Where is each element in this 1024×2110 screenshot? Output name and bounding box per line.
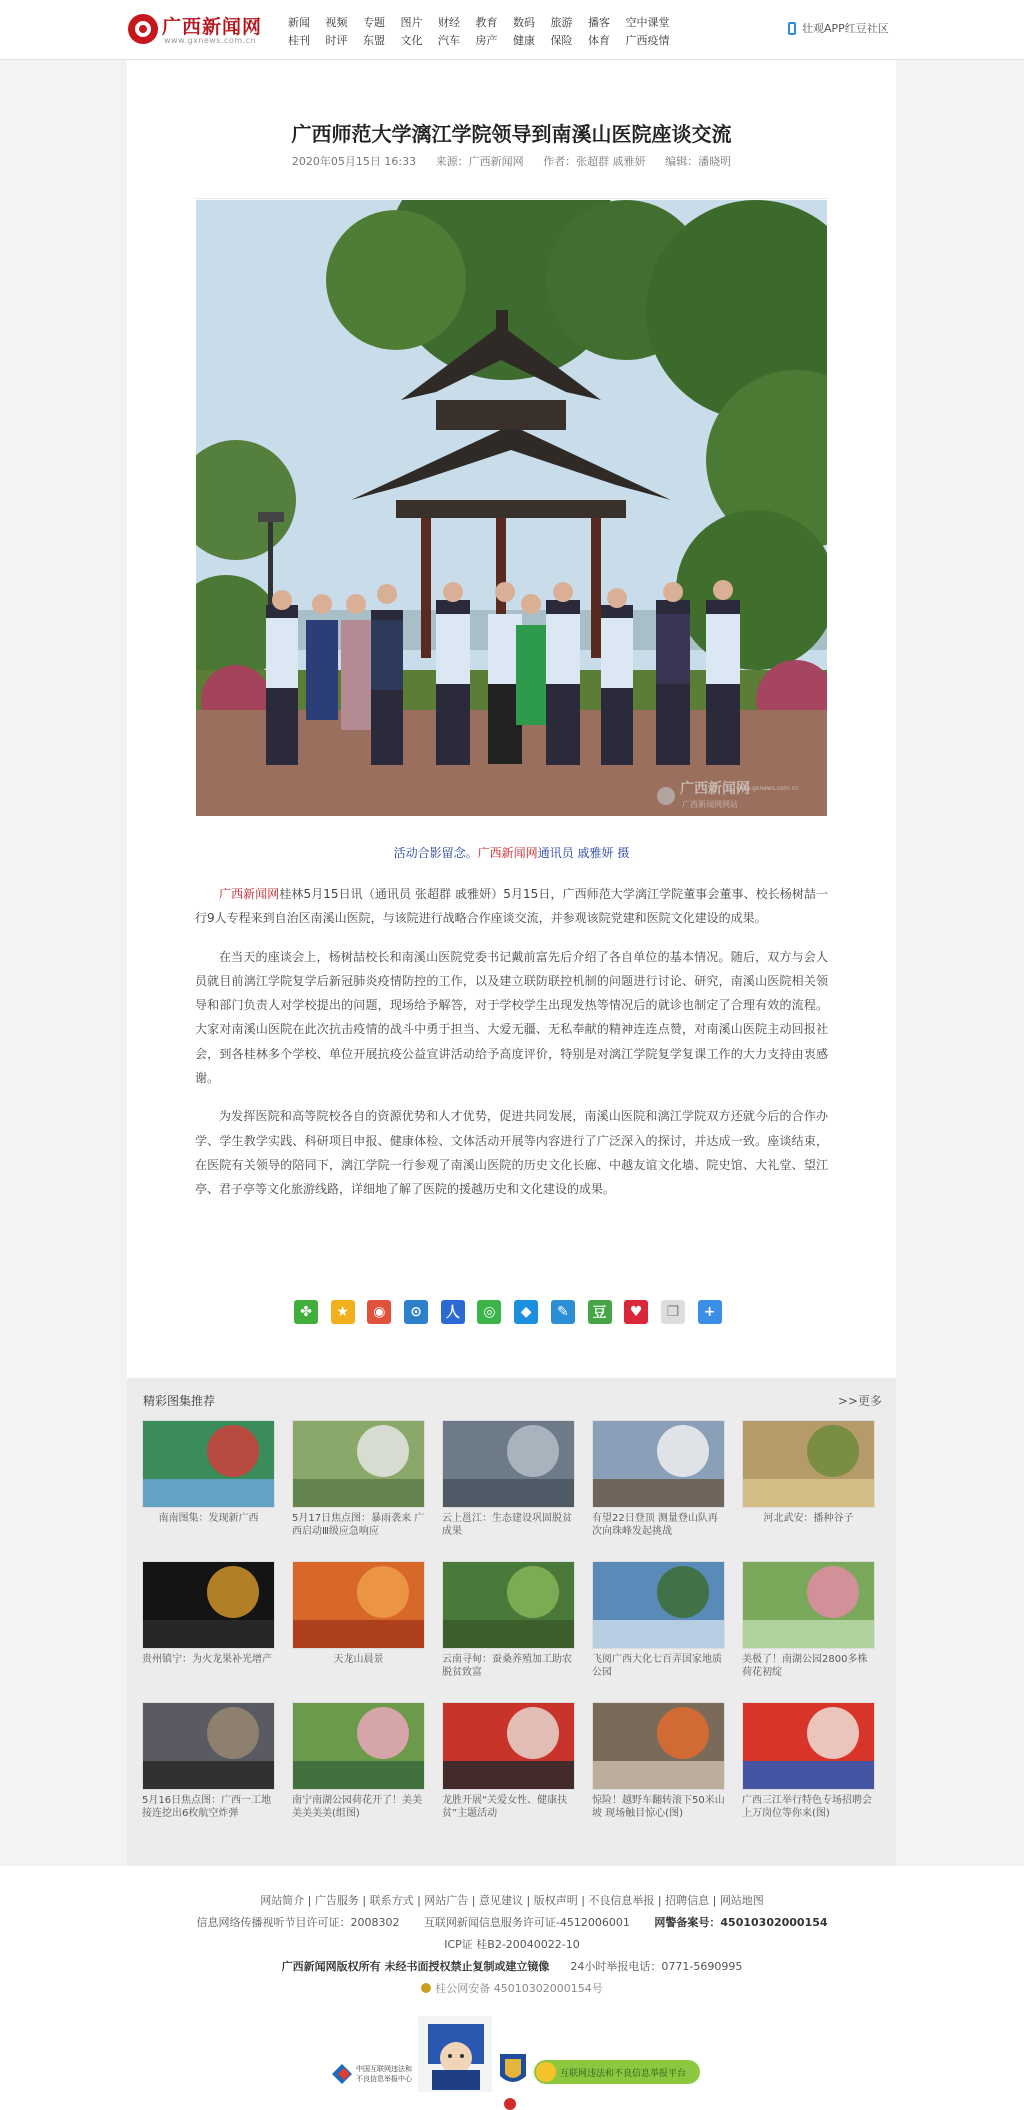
site-logo[interactable] bbox=[128, 12, 268, 50]
gallery-item[interactable] bbox=[742, 1702, 875, 1820]
emblem-icon bbox=[504, 2098, 516, 2110]
logo-text: 广西新闻网 bbox=[162, 16, 263, 38]
article-photo bbox=[196, 200, 827, 816]
nav-item[interactable]: 教育 bbox=[475, 16, 498, 29]
hotline-text: 24小时举报电话：0771-5690995 bbox=[570, 1960, 743, 1973]
caption-credit: 通讯员 戚雅妍 摄 bbox=[537, 846, 630, 860]
article-body bbox=[195, 882, 828, 1216]
nav-item[interactable]: 时评 bbox=[325, 34, 348, 47]
nav-item[interactable]: 空中课堂 bbox=[625, 16, 670, 29]
footer-links bbox=[0, 1892, 1024, 1908]
star-icon[interactable]: ★ bbox=[331, 1300, 355, 1324]
trust-badge-text: 互联网违法和不良信息举报平台 bbox=[560, 2069, 687, 2079]
footer-link[interactable]: 不良信息举报 bbox=[588, 1894, 655, 1907]
gallery-caption: 广西三江举行特色专场招聘会 上万岗位等你来(图) bbox=[742, 1795, 872, 1819]
pen-icon[interactable]: ✎ bbox=[551, 1300, 575, 1324]
link-separator: | bbox=[413, 1894, 425, 1907]
nav-item[interactable]: 视频 bbox=[325, 16, 348, 29]
gallery-item[interactable] bbox=[592, 1420, 725, 1538]
photo-caption bbox=[127, 844, 896, 861]
footer-badges bbox=[0, 2014, 1024, 2110]
plus-icon[interactable]: + bbox=[698, 1300, 722, 1324]
copyright-line bbox=[0, 1958, 1024, 1974]
top-header bbox=[0, 0, 1024, 60]
gallery-caption: 南南图集：发现新广西 bbox=[158, 1513, 259, 1524]
article-date: 2020年05月15日 16:33 bbox=[291, 155, 417, 168]
photo-watermark-org: 广西新闻网网站 bbox=[682, 800, 738, 809]
nav-item[interactable]: 财经 bbox=[438, 16, 460, 29]
report-center-badge[interactable] bbox=[332, 2064, 413, 2084]
police-record: 桂公网安备 45010302000154号 bbox=[435, 1982, 603, 1995]
photo-watermark-url: www.gxnews.com.cn bbox=[736, 785, 799, 792]
link-separator: | bbox=[654, 1894, 666, 1907]
top-links bbox=[788, 20, 889, 36]
gallery-caption: 5月17日焦点图：暴雨袭来 广西启动Ⅲ级应急响应 bbox=[292, 1513, 425, 1537]
clover-icon[interactable]: ✤ bbox=[294, 1300, 318, 1324]
article-paragraph: 为发挥医院和高等院校各自的资源优势和人才优势，促进共同发展，南溪山医院和漓江学院双方还就今后的合作办学、学生教学实践、科研项目申报、健康体检、文体活动开展等内容进行了广泛深入的探讨，并达成一致。座谈结束，在医院有关领导的陪同下，漓江学院一行参观了南溪山医院的历史文化长廊、中越友谊文化墙、院史馆、大礼堂、望江亭、君子亭等文化旅游线路，详细地了解了医院的援越历史和文化建设的成果。 bbox=[195, 1109, 828, 1197]
caption-text: 活动合影留念。 bbox=[393, 846, 478, 860]
douban-icon[interactable]: 豆 bbox=[588, 1300, 612, 1324]
paragraph-text: 桂林5月15日讯（通讯员 张超群 戚雅妍）5月15日，广西师范大学漓江学院董事会董事、校长杨树喆一行9人专程来到自治区南溪山医院，与该院进行战略合作座谈交流，并参观该院党建和医院文化建设的成果。 bbox=[195, 887, 828, 926]
nav-item[interactable]: 数码 bbox=[513, 16, 535, 29]
gallery-thumbnail bbox=[142, 1561, 275, 1649]
gallery-item[interactable] bbox=[292, 1702, 425, 1820]
gallery-title: 精彩图集推荐 bbox=[143, 1394, 216, 1408]
link-separator: | bbox=[468, 1894, 479, 1907]
phone-icon bbox=[788, 22, 796, 35]
gallery-item[interactable] bbox=[142, 1561, 275, 1679]
article-title: 广西师范大学漓江学院领导到南溪山医院座谈交流 bbox=[291, 122, 732, 146]
nav-item[interactable]: 文化 bbox=[400, 34, 423, 47]
trust-badge[interactable] bbox=[534, 2060, 700, 2084]
gallery-item[interactable] bbox=[742, 1561, 875, 1679]
logo-emblem-icon bbox=[128, 14, 158, 44]
footer-link[interactable]: 网站地图 bbox=[719, 1894, 764, 1907]
article-meta bbox=[127, 153, 896, 169]
gallery-thumbnail bbox=[592, 1702, 725, 1790]
footer-link[interactable]: 版权声明 bbox=[533, 1894, 578, 1907]
gallery-item[interactable] bbox=[292, 1420, 425, 1538]
nav-item[interactable]: 图片 bbox=[400, 16, 423, 29]
gallery-caption: 云上邕江：生态建设巩固脱贫成果 bbox=[442, 1513, 572, 1537]
nav-item[interactable]: 新闻 bbox=[288, 16, 310, 29]
link-separator: | bbox=[709, 1894, 720, 1907]
article-author: 作者：张超群 戚雅妍 bbox=[543, 155, 646, 168]
main-nav bbox=[288, 14, 708, 50]
gallery-caption: 5月16日焦点图：广西一工地接连挖出6枚航空炸弹 bbox=[142, 1795, 272, 1819]
gallery-thumbnail bbox=[292, 1702, 425, 1790]
footer-link[interactable]: 网站简介 bbox=[260, 1894, 305, 1907]
site-link[interactable]: 广西新闻网 bbox=[219, 887, 280, 901]
footer-link[interactable]: 广告服务 bbox=[314, 1894, 359, 1907]
gallery-caption: 云南寻甸：蚕桑养殖加工助农脱贫致富 bbox=[442, 1654, 572, 1678]
gallery-thumbnail bbox=[592, 1420, 725, 1508]
gallery-item[interactable] bbox=[442, 1420, 575, 1538]
gallery-thumbnail bbox=[142, 1702, 275, 1790]
nav-item[interactable]: 旅游 bbox=[550, 16, 573, 29]
link-separator: | bbox=[304, 1894, 315, 1907]
nav-item[interactable]: 房产 bbox=[475, 34, 498, 47]
link-separator: | bbox=[358, 1894, 370, 1907]
app-link[interactable]: 壮观APP bbox=[802, 22, 845, 35]
nav-row-1 bbox=[288, 14, 708, 32]
nav-item[interactable]: 体育 bbox=[588, 34, 610, 47]
link-separator: | bbox=[577, 1894, 589, 1907]
gallery-item[interactable] bbox=[142, 1702, 275, 1820]
gallery-item[interactable] bbox=[142, 1420, 275, 1538]
site-footer bbox=[0, 1866, 1024, 2110]
police-line[interactable] bbox=[0, 1980, 1024, 1996]
footer-badges-graphic bbox=[0, 2014, 1024, 2110]
gallery-caption: 美极了！南湖公园2800多株荷花初绽 bbox=[742, 1654, 868, 1678]
nav-item[interactable]: 播客 bbox=[588, 16, 610, 29]
copyright-text: 广西新闻网版权所有 未经书面授权禁止复制或建立镜像 bbox=[281, 1960, 550, 1973]
gallery-item[interactable] bbox=[442, 1702, 575, 1820]
copy-icon[interactable]: ❐ bbox=[661, 1300, 685, 1324]
gallery-caption: 贵州镇宁：为火龙果补光增产 bbox=[142, 1654, 272, 1665]
gallery-thumbnail bbox=[442, 1420, 575, 1508]
footer-link[interactable]: 招聘信息 bbox=[665, 1894, 710, 1907]
license-news: 互联网新闻信息服务许可证-4512006001 bbox=[423, 1916, 630, 1929]
qq-icon[interactable]: ◆ bbox=[514, 1300, 538, 1324]
nav-item[interactable]: 桂刊 bbox=[288, 34, 310, 47]
gallery-item[interactable] bbox=[742, 1420, 875, 1538]
tencent-icon[interactable]: ⊙ bbox=[404, 1300, 428, 1324]
license-police: 网警备案号：45010302000154 bbox=[654, 1916, 828, 1929]
nav-item[interactable]: 专题 bbox=[363, 16, 385, 29]
article-editor: 编辑：潘晓明 bbox=[665, 155, 732, 168]
article-paragraph: 在当天的座谈会上，杨树喆校长和南溪山医院党委书记戴前富先后介绍了各自单位的基本情况。随后，双方与会人员就目前漓江学院复学后新冠肺炎疫情防控的工作，以及建立联防联控机制的问题进行讨论、研究，南溪山医院相关领导和部门负责人对学校提出的问题，现场给予解答，对于学校学生出现发热等情况后的就诊也制定了合理有效的流程。大家对南溪山医院在此次抗击疫情的战斗中勇于担当、大爱无疆、无私奉献的精神连连点赞，对南溪山医院主动回报社会，到各桂林多个学校、单位开展抗疫公益宣讲活动给予高度评价，特别是对漓江学院复学复课工作的大力支持由衷感谢。 bbox=[195, 949, 828, 1086]
nav-item[interactable]: 汽车 bbox=[438, 34, 460, 47]
nav-item[interactable]: 东盟 bbox=[363, 34, 385, 47]
share-bar bbox=[294, 1300, 734, 1324]
gallery-caption: 龙胜开展“关爱女性、健康扶贫”主题活动 bbox=[442, 1795, 568, 1819]
gallery-caption: 惊险！越野车翻转滚下50米山坡 现场触目惊心(图) bbox=[592, 1795, 725, 1819]
network-police-shield-icon[interactable] bbox=[500, 2054, 526, 2082]
gallery-thumbnail bbox=[442, 1561, 575, 1649]
gallery-item[interactable] bbox=[592, 1702, 725, 1820]
nav-row-2 bbox=[288, 32, 708, 50]
gallery-thumbnail bbox=[742, 1420, 875, 1508]
heart-icon[interactable]: ♥ bbox=[624, 1300, 648, 1324]
weibo-icon[interactable]: ◉ bbox=[367, 1300, 391, 1324]
footer-link[interactable]: 意见建议 bbox=[479, 1894, 523, 1907]
icp-line[interactable]: ICP证 桂B2-20040022-10 bbox=[444, 1938, 580, 1951]
community-link[interactable]: 红豆社区 bbox=[844, 22, 889, 35]
gallery-item[interactable] bbox=[292, 1561, 425, 1679]
article-paragraph bbox=[195, 882, 828, 931]
police-badge-icon bbox=[421, 1983, 431, 1993]
caption-site-link[interactable]: 广西新闻网 bbox=[477, 846, 538, 860]
gallery-more-link[interactable]: >>更多 bbox=[837, 1394, 882, 1408]
gallery-section bbox=[127, 1378, 896, 1866]
gallery-caption: 河北武安：播种谷子 bbox=[763, 1513, 854, 1524]
wechat-icon[interactable]: ◎ bbox=[477, 1300, 501, 1324]
nav-item[interactable]: 健康 bbox=[513, 34, 535, 47]
nav-item[interactable]: 保险 bbox=[550, 34, 573, 47]
gallery-thumbnail bbox=[292, 1420, 425, 1508]
gallery-item[interactable] bbox=[442, 1561, 575, 1679]
report-badge-line1: 中国互联网违法和 bbox=[356, 2065, 412, 2073]
gallery-caption: 天龙山晨景 bbox=[333, 1654, 384, 1665]
police-mascot-icon[interactable] bbox=[418, 2016, 492, 2092]
link-separator: | bbox=[523, 1894, 534, 1907]
title-divider bbox=[195, 198, 827, 199]
photo-watermark-text: 广西新闻网 bbox=[680, 781, 750, 797]
nav-item[interactable]: 广西疫情 bbox=[625, 34, 670, 47]
article-source: 来源：广西新闻网 bbox=[435, 155, 524, 168]
footer-link[interactable]: 联系方式 bbox=[369, 1894, 414, 1907]
gallery-caption: 南宁南湖公园荷花开了！美美美美美美(组图) bbox=[292, 1795, 422, 1819]
gallery-caption: 飞阅广西大化七百弄国家地质公园 bbox=[592, 1654, 722, 1678]
gallery-thumbnail bbox=[142, 1420, 275, 1508]
gallery-thumbnail bbox=[292, 1561, 425, 1649]
gallery-thumbnail bbox=[442, 1702, 575, 1790]
report-badge-line2: 不良信息举报中心 bbox=[356, 2075, 412, 2083]
footer-link[interactable]: 网站广告 bbox=[424, 1894, 469, 1907]
gallery-caption: 有望22日登顶 测量登山队再次向珠峰发起挑战 bbox=[592, 1513, 718, 1537]
gallery-thumbnail bbox=[592, 1561, 725, 1649]
gallery-thumbnail bbox=[742, 1702, 875, 1790]
group-photo-image bbox=[196, 200, 827, 816]
license-av: 信息网络传播视听节目许可证：2008302 bbox=[196, 1916, 400, 1929]
renren-icon[interactable]: 人 bbox=[441, 1300, 465, 1324]
gallery-item[interactable] bbox=[592, 1561, 725, 1679]
logo-url: www.gxnews.com.cn bbox=[164, 36, 257, 45]
license-line bbox=[0, 1914, 1024, 1930]
gallery-thumbnail bbox=[742, 1561, 875, 1649]
article-card bbox=[127, 60, 896, 1378]
